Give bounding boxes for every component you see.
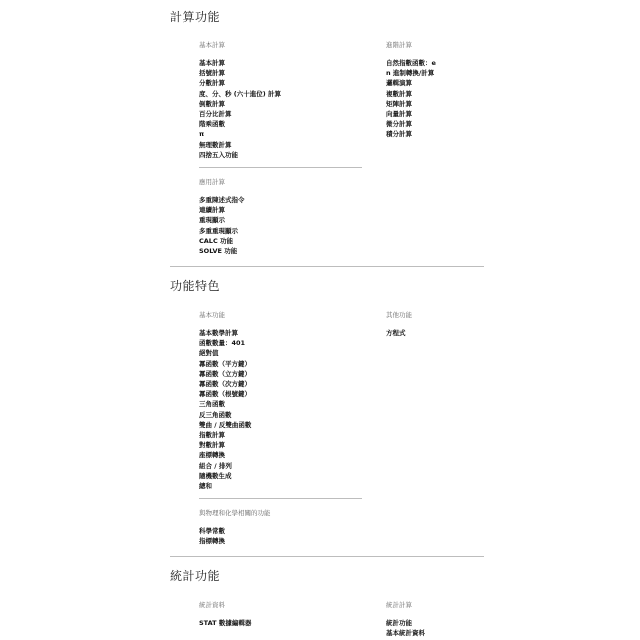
list-item: 自然指數函數：e <box>386 59 436 67</box>
list-item: 雙曲 / 反雙曲函數 <box>199 420 252 429</box>
list-item: 基本數學計算 <box>199 329 238 337</box>
list-item: 百分比計算 <box>199 110 232 119</box>
list-item: n 進制轉換/計算 <box>386 69 435 78</box>
list-item: 三角函數 <box>199 400 225 409</box>
list-item: 反三角函數 <box>199 410 232 419</box>
column-header: 統計計算 <box>386 601 412 609</box>
column-header: 基本計算 <box>199 41 225 49</box>
list-item: 對數計算 <box>199 441 225 450</box>
list-item: 度、分、秒 (六十進位) 計算 <box>199 89 281 98</box>
statistics-calculation-column <box>386 600 425 638</box>
section-title-features: 功能特色 <box>170 279 221 293</box>
list-item: 分數計算 <box>199 79 225 88</box>
list-item: 多重重現顯示 <box>199 226 238 235</box>
list-item: 科學常數 <box>199 527 225 535</box>
list-item: 總和 <box>199 482 212 491</box>
list-item: 多重陳述式指令 <box>199 196 245 204</box>
list-item: 指數計算 <box>199 431 225 440</box>
column-divider <box>199 167 362 168</box>
section-divider <box>170 266 484 267</box>
list-item: STAT 數據編輯器 <box>199 619 252 627</box>
list-item: 組合 / 排列 <box>199 461 232 470</box>
list-item: 複數計算 <box>386 89 412 98</box>
column-header: 進階計算 <box>386 41 412 49</box>
section-title-calculation: 計算功能 <box>170 10 221 24</box>
list-item: 絕對值 <box>199 349 219 358</box>
list-item: 矩陣計算 <box>386 99 412 108</box>
list-item: 微分計算 <box>386 120 412 129</box>
list-item: 冪函數（立方鍵） <box>199 369 251 378</box>
list-item: 基本統計資料 <box>386 629 425 638</box>
list-item: 連續計算 <box>199 206 225 215</box>
list-item: 無理數計算 <box>199 140 232 149</box>
list-item: 隨機數生成 <box>199 471 232 480</box>
other-features-column <box>386 310 412 338</box>
column-header: 其他功能 <box>386 311 412 319</box>
list-item: 冪函數（根號鍵） <box>199 390 251 399</box>
column-header: 基本功能 <box>199 311 225 319</box>
list-item: 括號計算 <box>199 69 225 78</box>
list-item: 方程式 <box>386 329 406 337</box>
list-item: 階乘函數 <box>199 120 225 129</box>
list-item: 重現顯示 <box>199 216 225 225</box>
list-item: 統計功能 <box>386 619 412 627</box>
list-item: 函數數量：401 <box>199 339 246 348</box>
advanced-calculation-column <box>386 40 436 140</box>
list-item: 倒數計算 <box>199 99 225 108</box>
list-item: CALC 功能 <box>199 236 233 245</box>
list-item: 積分計算 <box>386 130 412 139</box>
list-item: 冪函數（次方鍵） <box>199 380 251 389</box>
list-item: 邏輯演算 <box>386 79 412 88</box>
column-divider <box>199 498 362 499</box>
applied-calculation-column <box>199 177 245 256</box>
list-item: 基本計算 <box>199 59 225 67</box>
physics-chemistry-column <box>199 508 271 546</box>
list-item: 向量計算 <box>386 110 412 119</box>
list-item: 四捨五入功能 <box>199 150 238 159</box>
list-item: 座標轉換 <box>199 451 225 460</box>
list-item: 指標轉換 <box>199 537 225 546</box>
column-header: 與物理和化學相關的功能 <box>199 509 271 517</box>
basic-calculation-column <box>199 40 281 160</box>
column-header: 統計資料 <box>199 601 225 609</box>
list-item: 冪函數（平方鍵） <box>199 359 251 368</box>
list-item: SOLVE 功能 <box>199 247 238 256</box>
column-header: 應用計算 <box>199 178 225 186</box>
basic-features-column <box>199 310 251 491</box>
list-item: π <box>199 130 205 139</box>
section-divider <box>170 556 484 557</box>
statistics-data-column <box>199 600 251 628</box>
section-title-statistics: 統計功能 <box>170 569 221 583</box>
